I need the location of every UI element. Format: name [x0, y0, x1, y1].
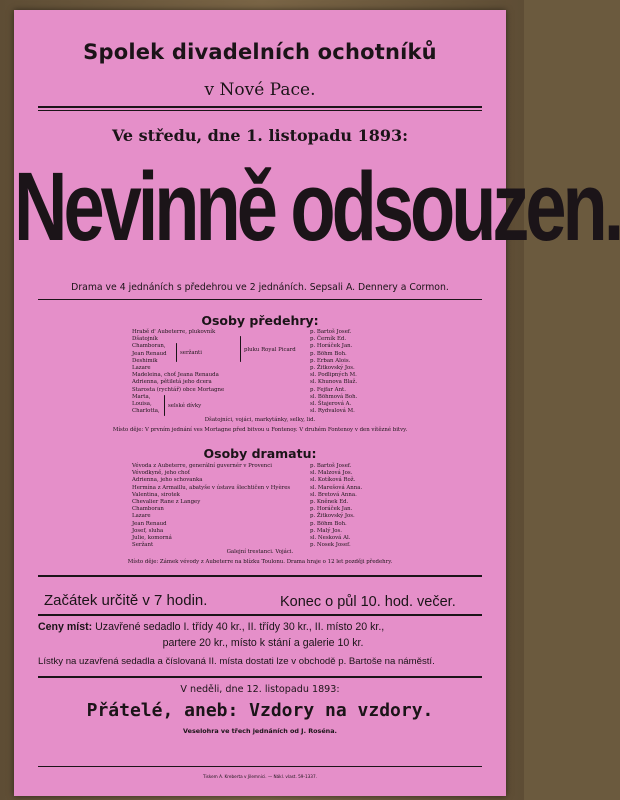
- drama-heading: Osoby dramatu:: [203, 446, 317, 461]
- cast-actor: p. Kněnek Ed.: [310, 498, 349, 505]
- cast-actor: sl. Böhmová Boh.: [310, 393, 358, 400]
- cast-actor: p. Horáček Jan.: [310, 506, 353, 513]
- drama-setting: Místo děje: Zámek vévody z Aubeterre na blízku Toulonu. Drama hraje o 12 let později předehry.: [127, 559, 393, 565]
- cast-row: [132, 521, 396, 528]
- cast-actor: sl. Khunova Blaž.: [310, 379, 358, 386]
- cast-role: Madeleina, choť Jeana Renauda: [132, 372, 219, 379]
- cast-role: Adrienna, jeho schovanka: [132, 477, 203, 484]
- cast-role: Jean Renaud: [132, 520, 167, 527]
- cast-row: [132, 535, 396, 542]
- cast-role: Hermína z Armaillu, abatyše v ústavu šlechtičen v Hyères: [132, 484, 291, 491]
- cast-row: [132, 513, 396, 520]
- brace-label-pluku: pluku Royal Picard: [244, 347, 296, 353]
- divider: [38, 110, 482, 111]
- cast-role: Deshimik: [132, 357, 158, 364]
- prices-line-1: Uzavřené sedadlo I. třídy 40 kr., II. třídy 30 kr., II. místo 20 kr.,: [95, 621, 385, 633]
- cast-role: Vévodkyně, jeho choť: [132, 470, 190, 477]
- cast-role: Julie, komorná: [132, 534, 172, 541]
- cast-role: Seržant: [132, 542, 154, 549]
- start-time: Začátek určitě v 7 hodin.: [44, 592, 208, 609]
- performance-date: Ve středu, dne 1. listopadu 1893:: [111, 126, 409, 145]
- cast-actor: sl. Bretová Anna.: [310, 491, 357, 498]
- divider: [38, 299, 482, 300]
- cast-actor: p. Fejfar Ant.: [310, 386, 346, 393]
- brace: [164, 395, 165, 416]
- cast-row: [132, 506, 396, 513]
- cast-row: [132, 485, 396, 492]
- cast-row: [132, 394, 396, 401]
- prologue-extras: Dšatojníci, vojáci, markytánky, selky, lid.: [204, 417, 316, 423]
- divider: [38, 676, 482, 678]
- cast-role: Charlotta,: [132, 408, 160, 415]
- prices-line-2: partere 20 kr., místo k stání a galerie 10 kr.: [162, 637, 364, 649]
- next-date: V neděli, dne 12. listopadu 1893:: [180, 684, 340, 695]
- cast-row: [132, 336, 396, 343]
- cast-actor: p. Erban Alois.: [310, 357, 351, 364]
- cast-role: Adrienna, pětiletá jeho dcera: [132, 379, 212, 386]
- cast-actor: sl. Kotíková Rož.: [310, 477, 356, 484]
- cast-actor: sl. Podlipných M.: [310, 372, 357, 379]
- cast-actor: sl. Štajerová A.: [310, 400, 352, 407]
- cast-role: Jean Renaud: [132, 350, 167, 357]
- cast-row: [132, 408, 396, 415]
- brace: [240, 336, 241, 362]
- printer-imprint: Tiskem A. Kreberta v Jilemnici. — Nákl. vlast. 59-1337.: [203, 774, 317, 779]
- divider: [38, 614, 482, 616]
- cast-actor: p. Bartoš Josef.: [310, 463, 352, 469]
- cast-row: [132, 528, 396, 535]
- play-subtitle: Drama ve 4 jednáních s předehrou ve 2 jednáních. Sepsali A. Dennery a Cormon.: [71, 282, 449, 293]
- cast-role: Starosta (rychtář) obce Mortagne: [132, 386, 225, 393]
- next-title: Přátelé, aneb: Vzdory na vzdory.: [86, 700, 434, 721]
- cast-role: Chevalier Rane z Langey: [132, 498, 201, 505]
- next-subtitle: Veselohra ve třech jednáních od J. Roséna.: [183, 727, 337, 735]
- cast-row: [132, 329, 396, 336]
- brace: [176, 343, 177, 362]
- prices-label: Ceny míst:: [38, 621, 93, 633]
- drama-cast-list: [132, 463, 396, 549]
- cast-role: Lazare: [132, 364, 151, 371]
- brace-label-serzanti: seržanti: [180, 350, 202, 356]
- cast-actor: p. Böhm Boh.: [310, 350, 347, 357]
- tickets-info: Lístky na uzavřená sedadla a číslovaná II. místa dostati lze v obchodě p. Bartoše na náměstí.: [38, 656, 435, 667]
- cast-role: Marta,: [132, 393, 151, 400]
- cast-row: [132, 499, 396, 506]
- theatre-poster: [14, 10, 620, 796]
- cast-role: Valentina, sirotek: [132, 491, 180, 498]
- cast-row: [132, 470, 396, 477]
- drama-extras: Galejní trestanci. Vojáci.: [226, 549, 294, 555]
- cast-role: Josef, sluha: [132, 527, 164, 534]
- prologue-setting: Místo děje: V prvním jednání ves Mortagne před bitvou u Fontenoy. V druhém Fontenoy v den vítězné bitvy.: [112, 427, 408, 433]
- cast-actor: p. Horáček Jan.: [310, 343, 353, 350]
- cast-row: [132, 477, 396, 484]
- cast-row: [132, 492, 396, 499]
- cast-row: [132, 387, 396, 394]
- divider: [38, 575, 482, 577]
- cast-role: Louisa,: [132, 400, 152, 407]
- cast-actor: sl. Rydvalová M.: [310, 408, 355, 415]
- cast-actor: p. Žitkovský Jos.: [310, 364, 355, 371]
- prologue-heading: Osoby předehry:: [201, 313, 319, 328]
- cast-role: Dšatojník: [132, 336, 158, 343]
- cast-actor: p. Nosek Josef.: [310, 542, 351, 549]
- cast-actor: sl. Malzová Jos.: [310, 470, 353, 477]
- cast-role: Lazare: [132, 513, 151, 520]
- place-line: v Nové Pace.: [204, 80, 316, 100]
- cast-role: Chamboran,: [132, 343, 166, 350]
- cast-role: Vévoda z Aubeterre, generální guvernér v Provenci: [132, 463, 273, 469]
- cast-actor: sl. Marešová Anna.: [310, 484, 363, 491]
- cast-row: [132, 379, 396, 386]
- divider: [38, 766, 482, 767]
- brace-label-divky: selské dívky: [168, 403, 202, 409]
- cast-role: Hrabě d' Aubeterre, plukovník: [132, 329, 216, 335]
- cast-actor: sl. Nesková Al.: [310, 534, 351, 541]
- end-time: Konec o půl 10. hod. večer.: [280, 594, 456, 610]
- cast-actor: p. Žitkovský Jos.: [310, 513, 355, 520]
- society-name: Spolek divadelních ochotníků: [83, 40, 437, 64]
- cast-actor: p. Černík Ed.: [310, 336, 347, 343]
- cast-row: [132, 358, 396, 365]
- play-title: Nevinně odsouzen.: [14, 151, 620, 261]
- cast-actor: p. Bartoš Josef.: [310, 329, 352, 335]
- prices-block: [38, 619, 488, 651]
- cast-role: Chamboran: [132, 506, 164, 513]
- divider: [38, 106, 482, 108]
- cast-actor: p. Böhm Boh.: [310, 520, 347, 527]
- cast-actor: p. Malý Jos.: [310, 527, 342, 534]
